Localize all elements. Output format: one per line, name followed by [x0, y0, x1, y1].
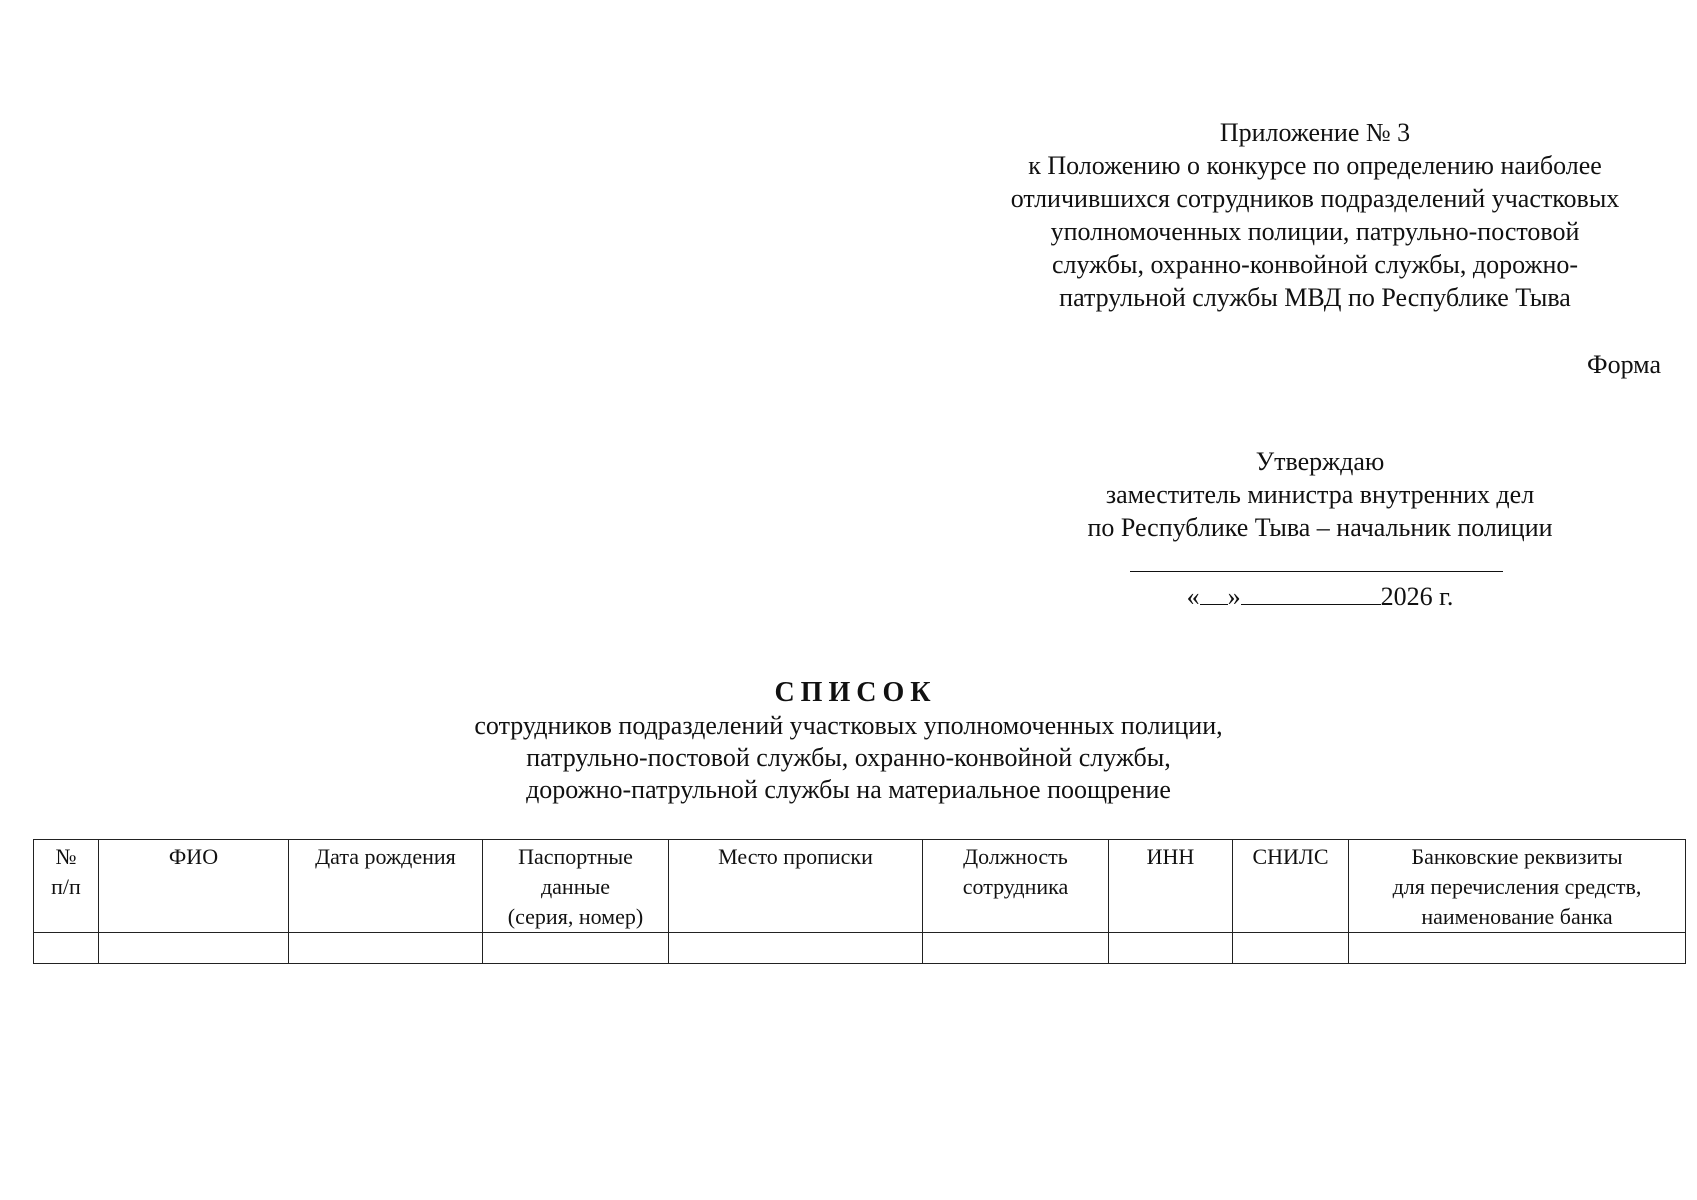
- table-cell[interactable]: [483, 933, 669, 964]
- date-month-blank[interactable]: [1241, 580, 1381, 605]
- column-header-text: наименование банка: [1421, 904, 1613, 929]
- column-header-text: Должность: [963, 844, 1068, 869]
- date-day-blank[interactable]: [1200, 580, 1228, 605]
- list-subtitle: патрульно-постовой службы, охранно-конвойной службы,: [526, 743, 1171, 772]
- table-cell[interactable]: [99, 933, 289, 964]
- column-header-registration: [669, 840, 923, 933]
- appendix-line: патрульной службы МВД по Республике Тыва: [1059, 283, 1571, 312]
- table-cell[interactable]: [923, 933, 1109, 964]
- table-cell[interactable]: [34, 933, 99, 964]
- approval-position: по Республике Тыва – начальник полиции: [1087, 513, 1553, 542]
- list-heading: СПИСОК: [774, 677, 937, 708]
- column-header-birth-date: [289, 840, 483, 933]
- table-cell[interactable]: [289, 933, 483, 964]
- column-header-bank-details: [1349, 840, 1686, 933]
- column-header-text: ИНН: [1146, 844, 1195, 869]
- column-header-text: п/п: [51, 874, 81, 899]
- column-header-text: ФИО: [168, 844, 219, 869]
- date-year: 2026 г.: [1380, 582, 1454, 611]
- table-cell[interactable]: [1233, 933, 1349, 964]
- approval-block: [1040, 445, 1600, 544]
- table-cell[interactable]: [669, 933, 923, 964]
- appendix-block: [960, 116, 1670, 314]
- appendix-line: отличившихся сотрудников подразделений участковых: [1010, 184, 1620, 213]
- column-header-fio: [99, 840, 289, 933]
- signature-line[interactable]: [1130, 571, 1503, 572]
- column-header-position: [923, 840, 1109, 933]
- approval-title: Утверждаю: [1255, 447, 1385, 476]
- column-header-text: данные: [540, 874, 611, 899]
- column-header-text: №: [55, 844, 77, 869]
- column-header-text: Дата рождения: [315, 844, 456, 869]
- column-header-text: Паспортные: [518, 844, 633, 869]
- table-cell[interactable]: [1349, 933, 1686, 964]
- table-row: [34, 933, 1686, 964]
- approval-position: заместитель министра внутренних дел: [1105, 480, 1535, 509]
- appendix-title: Приложение № 3: [1219, 118, 1411, 147]
- column-header-number: [34, 840, 99, 933]
- employee-list-table: [33, 839, 1686, 964]
- appendix-line: уполномоченных полиции, патрульно-постовой: [1050, 217, 1580, 246]
- column-header-text: Место прописки: [718, 844, 873, 869]
- column-header-inn: [1109, 840, 1233, 933]
- list-title-block: [0, 676, 1697, 806]
- column-header-text: СНИЛС: [1252, 844, 1329, 869]
- column-header-text: для перечисления средств,: [1392, 874, 1642, 899]
- date-open-quote: «: [1186, 582, 1200, 611]
- form-label: Форма: [1587, 350, 1661, 379]
- list-subtitle: сотрудников подразделений участковых уполномоченных полиции,: [474, 711, 1223, 740]
- list-subtitle: дорожно-патрульной службы на материальное поощрение: [526, 775, 1171, 804]
- column-header-passport: [483, 840, 669, 933]
- table-cell[interactable]: [1109, 933, 1233, 964]
- column-header-text: сотрудника: [962, 874, 1069, 899]
- appendix-line: службы, охранно-конвойной службы, дорожно-: [1051, 250, 1579, 279]
- appendix-line: к Положению о конкурсе по определению наиболее: [1028, 151, 1602, 180]
- approval-date: [1040, 580, 1600, 613]
- column-header-text: Банковские реквизиты: [1411, 844, 1623, 869]
- column-header-snils: [1233, 840, 1349, 933]
- column-header-text: (серия, номер): [507, 904, 644, 929]
- table-header-row: [34, 840, 1686, 933]
- date-close-quote: »: [1227, 582, 1241, 611]
